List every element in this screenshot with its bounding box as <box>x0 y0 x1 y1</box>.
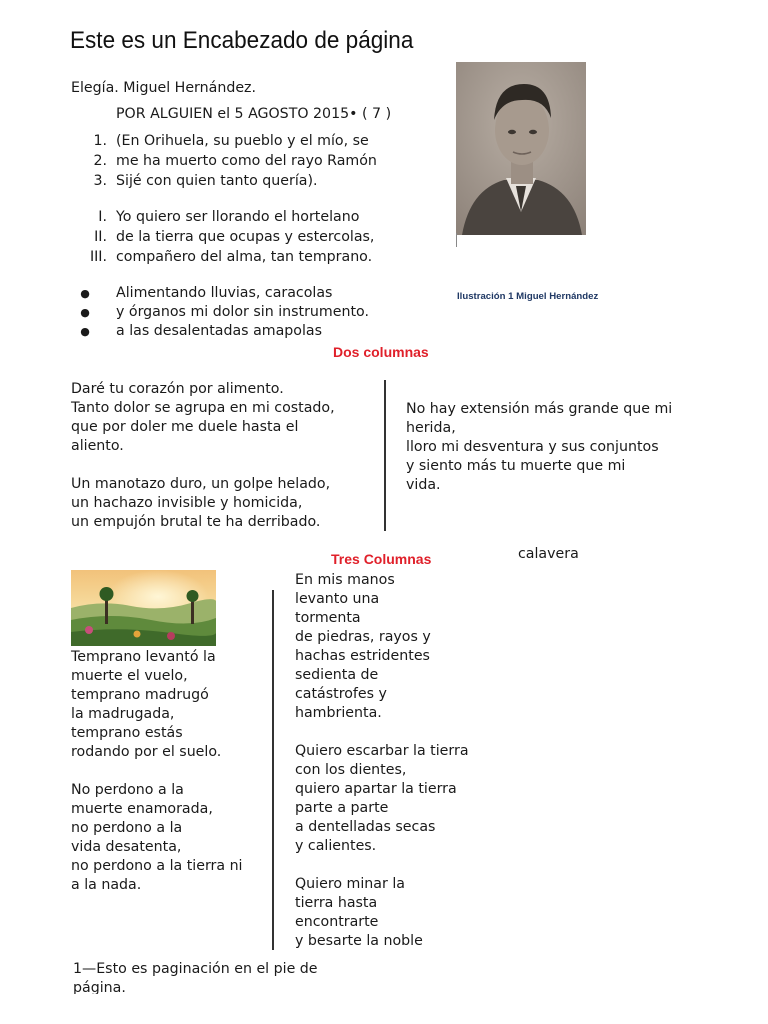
list-marker: 1. <box>93 133 107 149</box>
stanza-gap <box>295 856 495 875</box>
bullet-icon: ● <box>80 306 90 319</box>
list-item-text: Yo quiero ser llorando el hortelano <box>116 209 360 225</box>
list-item <box>71 171 377 191</box>
poem-line: sedienta de <box>295 667 379 683</box>
list-item-text: a las desalentadas amapolas <box>116 323 323 339</box>
list-item <box>71 284 369 303</box>
poem-line: a dentelladas secas <box>295 819 436 835</box>
poem-line: catástrofes y <box>295 686 387 702</box>
two-column-right <box>406 400 726 495</box>
poem-line: herida, <box>406 420 456 436</box>
poem-line: tierra hasta <box>295 895 378 911</box>
bullet-list <box>71 284 369 341</box>
poem-line: no perdono a la tierra ni <box>71 858 243 874</box>
roman-list <box>71 207 374 267</box>
list-item-text: compañero del alma, tan temprano. <box>116 249 373 265</box>
figure-anchor-line <box>456 233 457 247</box>
stanza-gap <box>295 723 495 742</box>
poem-line: aliento. <box>71 438 124 454</box>
poem-line: y calientes. <box>295 838 377 854</box>
poem-line: No hay extensión más grande que mi <box>406 401 673 417</box>
section-heading-three-columns: Tres Columnas <box>331 551 432 567</box>
list-item <box>71 322 369 341</box>
poem-title-line: Elegía. Miguel Hernández. <box>71 80 257 96</box>
page-footer-note <box>73 960 373 994</box>
list-item-text: y órganos mi dolor sin instrumento. <box>116 304 369 320</box>
poem-line: la madrugada, <box>71 706 175 722</box>
poem-line: Temprano levantó la <box>71 649 216 665</box>
poem-line: parte a parte <box>295 800 389 816</box>
list-item <box>71 303 369 322</box>
page-header-title: Este es un Encabezado de página <box>70 27 414 54</box>
list-item <box>71 207 374 227</box>
list-item-text: Sijé con quien tanto quería). <box>116 173 318 189</box>
poem-line: un hachazo invisible y homicida, <box>71 495 303 511</box>
list-marker: 3. <box>93 173 107 189</box>
list-marker: III. <box>89 249 107 265</box>
poem-line: un empujón brutal te ha derribado. <box>71 514 321 530</box>
poem-line: muerte el vuelo, <box>71 668 188 684</box>
stanza-gap <box>71 456 371 475</box>
poem-line: de piedras, rayos y <box>295 629 431 645</box>
poem-line: levanto una <box>295 591 380 607</box>
poem-line: quiero apartar la tierra <box>295 781 457 797</box>
list-item <box>71 151 377 171</box>
two-column-left <box>71 380 371 532</box>
poem-line: Daré tu corazón por alimento. <box>71 381 284 397</box>
poem-line: y siento más tu muerte que mi <box>406 458 626 474</box>
list-item-text: (En Orihuela, su pueblo y el mío, se <box>116 133 369 149</box>
bullet-icon: ● <box>80 287 90 300</box>
poem-line: rodando por el suelo. <box>71 744 222 760</box>
poem-line: que por doler me duele hasta el <box>71 419 299 435</box>
three-column-middle <box>295 571 495 951</box>
poem-line: En mis manos <box>295 572 395 588</box>
list-item-text: de la tierra que ocupas y estercolas, <box>116 229 375 245</box>
column-divider <box>272 590 274 950</box>
poem-line: encontrarte <box>295 914 379 930</box>
poem-line: no perdono a la <box>71 820 183 836</box>
poem-line: Quiero minar la <box>295 876 405 892</box>
numbered-list <box>71 131 377 191</box>
list-item <box>71 131 377 151</box>
column-divider <box>384 380 386 531</box>
poem-line: Tanto dolor se agrupa en mi costado, <box>71 400 335 416</box>
list-marker: I. <box>98 209 107 225</box>
three-column-left <box>71 648 261 895</box>
poem-line: temprano estás <box>71 725 183 741</box>
portrait-photo <box>456 62 586 235</box>
poem-line: vida. <box>406 477 441 493</box>
poem-line: vida desatenta, <box>71 839 182 855</box>
poem-line: tormenta <box>295 610 361 626</box>
column-side-word: calavera <box>518 546 579 562</box>
poem-line: hambrienta. <box>295 705 382 721</box>
stanza-gap <box>71 762 261 781</box>
footer-line: página. <box>73 980 126 994</box>
byline: POR ALGUIEN el 5 AGOSTO 2015• ( 7 ) <box>116 106 392 122</box>
poem-line: lloro mi desventura y sus conjuntos <box>406 439 659 455</box>
poem-line: Quiero escarbar la tierra <box>295 743 469 759</box>
poem-line: temprano madrugó <box>71 687 209 703</box>
list-item-text: me ha muerto como del rayo Ramón <box>116 153 377 169</box>
poem-line: con los dientes, <box>295 762 407 778</box>
list-item <box>71 227 374 247</box>
poem-line: hachas estridentes <box>295 648 430 664</box>
poem-line: Un manotazo duro, un golpe helado, <box>71 476 331 492</box>
list-item <box>71 247 374 267</box>
figure-caption: Ilustración 1 Miguel Hernández <box>457 291 599 302</box>
section-heading-two-columns: Dos columnas <box>333 344 429 360</box>
list-marker: 2. <box>93 153 107 169</box>
bullet-icon: ● <box>80 325 90 338</box>
landscape-photo <box>71 570 216 646</box>
poem-line: muerte enamorada, <box>71 801 213 817</box>
poem-line: a la nada. <box>71 877 142 893</box>
poem-line: y besarte la noble <box>295 933 423 949</box>
list-item-text: Alimentando lluvias, caracolas <box>116 285 333 301</box>
poem-line: No perdono a la <box>71 782 184 798</box>
footer-line: 1—Esto es paginación en el pie de <box>73 961 318 977</box>
list-marker: II. <box>94 229 107 245</box>
